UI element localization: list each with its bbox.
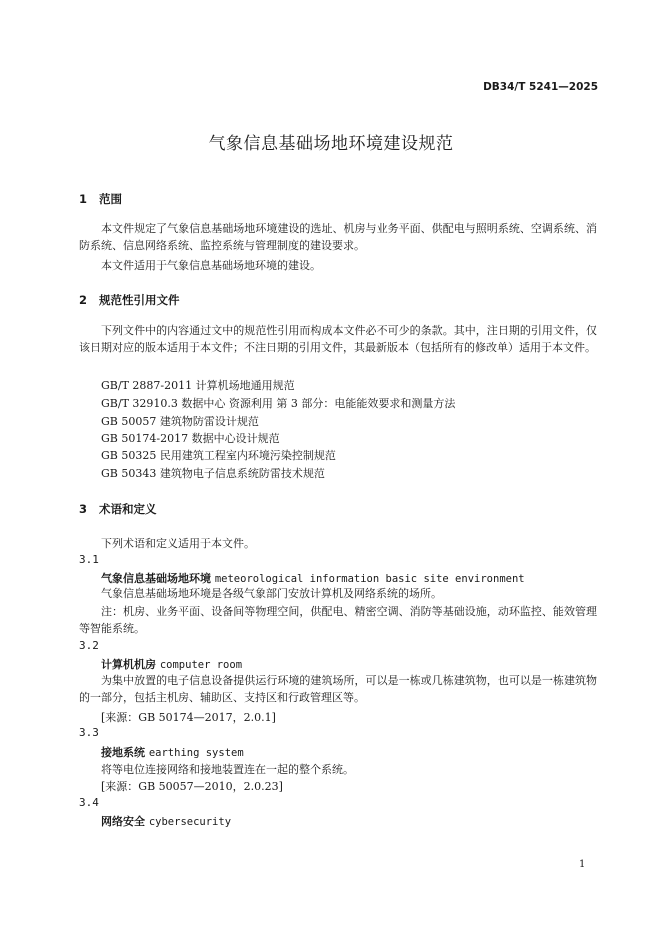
section-title: 范围 [99, 192, 122, 206]
section-title: 术语和定义 [99, 502, 157, 516]
section-number: 3 [79, 502, 88, 516]
term-number: 3.4 [79, 796, 99, 809]
term-definition: 将等电位连接网络和接地装置连在一起的整个系统。 [101, 763, 354, 776]
term-en: computer room [159, 659, 243, 671]
term-title [101, 570, 525, 586]
scope-paragraph-2: 本文件适用于气象信息基础场地环境的建设。 [101, 259, 321, 272]
term-note: 注：机房、业务平面、设备间等物理空间，供配电、精密空调、消防等基础设施，动环监控、能效管理等智能系统。 [79, 605, 597, 635]
reference-item: GB/T 32910.3 数据中心 资源利用 第 3 部分：电能能效要求和测量方法 [101, 397, 456, 410]
reference-item: GB 50057 建筑物防雷设计规范 [101, 415, 259, 428]
term-number: 3.3 [79, 726, 99, 739]
reference-item: GB 50325 民用建筑工程室内环境污染控制规范 [101, 449, 336, 462]
term-en: meteorological information basic site environment [214, 573, 525, 585]
reference-item: GB 50174-2017 数据中心设计规范 [101, 432, 280, 445]
term-number: 3.1 [79, 553, 99, 566]
term-zh: 网络安全 [101, 815, 145, 828]
term-definition: 为集中放置的电子信息设备提供运行环境的建筑场所，可以是一栋或几栋建筑物，也可以是一栋建筑物的一部分，包括主机房、辅助区、支持区和行政管理区等。 [79, 674, 597, 704]
reference-item: GB/T 2887-2011 计算机场地通用规范 [101, 379, 295, 392]
term-title [101, 744, 244, 760]
term-zh: 气象信息基础场地环境 [101, 572, 211, 585]
term-source: [来源：GB 50174—2017，2.0.1] [101, 711, 276, 724]
document-code: DB34/T 5241—2025 [483, 81, 598, 93]
section-number: 1 [79, 192, 88, 206]
reference-item: GB 50343 建筑物电子信息系统防雷技术规范 [101, 467, 325, 480]
section-number: 2 [79, 293, 88, 307]
term-zh: 计算机机房 [101, 658, 156, 671]
term-title [101, 656, 242, 672]
scope-paragraph-1: 本文件规定了气象信息基础场地环境建设的选址、机房与业务平面、供配电与照明系统、空调系统、消防系统、信息网络系统、监控系统与管理制度的建设要求。 [79, 222, 597, 252]
term-number: 3.2 [79, 639, 99, 652]
document-title: 气象信息基础场地环境建设规范 [208, 134, 454, 154]
section-3-heading [79, 501, 157, 517]
section-title: 规范性引用文件 [99, 293, 180, 307]
term-zh: 接地系统 [101, 746, 145, 759]
section-2-heading [79, 292, 180, 308]
term-title [101, 813, 231, 829]
section-1-heading [79, 191, 122, 207]
page-number: 1 [579, 859, 586, 870]
term-source: [来源：GB 50057—2010，2.0.23] [101, 780, 283, 793]
term-definition: 气象信息基础场地环境是各级气象部门安放计算机及网络系统的场所。 [101, 587, 442, 600]
term-en: cybersecurity [148, 816, 232, 828]
term-en: earthing system [148, 747, 244, 759]
terms-intro: 下列术语和定义适用于本文件。 [101, 537, 255, 550]
references-intro: 下列文件中的内容通过文中的规范性引用而构成本文件必不可少的条款。其中，注日期的引用文件，仅该日期对应的版本适用于本文件；不注日期的引用文件，其最新版本（包括所有的修改单）适用于本文件。 [79, 324, 597, 354]
